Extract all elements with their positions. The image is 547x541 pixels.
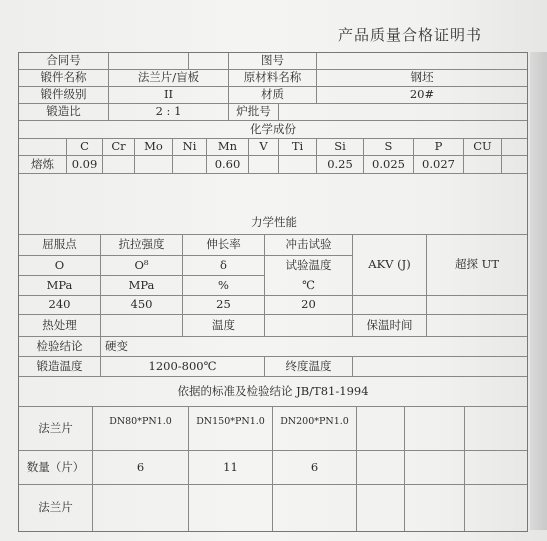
forging-name-value: 法兰片/盲板 <box>109 70 229 87</box>
chem-value-s: 0.025 <box>364 156 414 174</box>
akv-value <box>353 296 427 315</box>
elong-label: 伸长率 <box>183 234 265 256</box>
chem-header-ti: Ti <box>279 139 317 156</box>
forge-temp-value: 1200-800℃ <box>101 357 265 377</box>
hold-time-value <box>427 315 527 337</box>
document-title: 产品质量合格证明书 <box>338 26 483 44</box>
qty-2: 11 <box>189 451 273 485</box>
chem-header-cu: CU <box>464 139 502 156</box>
hold-time-label: 保温时间 <box>353 315 427 337</box>
elong-value: 25 <box>183 296 265 315</box>
flange2-1 <box>93 485 189 531</box>
flange2-3 <box>273 485 357 531</box>
chem-value-ti <box>279 156 317 174</box>
elong-symbol: δ <box>183 256 265 276</box>
drawing-no-value <box>317 53 527 70</box>
tensile-value: 450 <box>101 296 183 315</box>
temp-unit: ℃ <box>302 277 315 292</box>
raw-material-value: 钢坯 <box>317 70 527 87</box>
heat-no-value <box>279 104 527 121</box>
chem-value-c: 0.09 <box>67 156 103 174</box>
spec-title: 依据的标准及检验结论 JB/T81-1994 <box>19 377 527 407</box>
temp-label: 温度 <box>183 315 265 337</box>
flange2-6 <box>465 485 527 531</box>
tensile-label: 抗拉强度 <box>101 234 183 256</box>
final-temp-label: 终度温度 <box>265 357 353 377</box>
chem-value-extra <box>502 156 527 174</box>
chem-value-mn: 0.60 <box>207 156 249 174</box>
qty-1: 6 <box>93 451 189 485</box>
contract-no-value <box>109 53 189 70</box>
forge-temp-label: 锻造温度 <box>19 357 101 377</box>
flange2-2 <box>189 485 273 531</box>
akv-label: AKV (J) <box>353 234 427 296</box>
flange2-5 <box>405 485 465 531</box>
final-temp-value <box>353 357 527 377</box>
chem-value-p: 0.027 <box>414 156 464 174</box>
chem-value-si: 0.25 <box>317 156 364 174</box>
tensile-symbol: O⁸ <box>101 256 183 276</box>
yield-value: 240 <box>19 296 101 315</box>
inspect-label: 检验结论 <box>19 337 101 357</box>
inspect-value: 硬变 <box>101 337 527 357</box>
chem-header-ni: Ni <box>173 139 207 156</box>
forging-ratio-value: 2 : 1 <box>109 104 229 121</box>
material-value: 20# <box>317 87 527 104</box>
chem-header-v: V <box>249 139 279 156</box>
elong-unit: % <box>183 276 265 296</box>
chem-value-cr <box>103 156 135 174</box>
forging-grade-label: 锻件级别 <box>19 87 109 104</box>
flange-size-4 <box>357 407 405 451</box>
chem-header-c: C <box>67 139 103 156</box>
ut-label: 超探 UT <box>427 234 527 296</box>
test-temp-label: 试验温度 <box>285 258 332 272</box>
flange-size-3: DN200*PN1.0 <box>273 407 357 451</box>
temp-field <box>265 315 353 337</box>
chem-header-s: S <box>364 139 414 156</box>
yield-label: 屈服点 <box>19 234 101 256</box>
qty-6 <box>465 451 527 485</box>
qty-4 <box>357 451 405 485</box>
chem-value-v <box>249 156 279 174</box>
qty-5 <box>405 451 465 485</box>
flange-label-2: 法兰片 <box>19 485 93 531</box>
certificate-table <box>18 52 528 532</box>
temp-value: 20 <box>265 296 353 315</box>
flange-label: 法兰片 <box>19 407 93 451</box>
drawing-no-label: 图号 <box>229 53 317 70</box>
heat-treat-value <box>101 315 183 337</box>
chem-value-cu <box>464 156 502 174</box>
chem-header-cr: Cr <box>103 139 135 156</box>
flange-size-5 <box>405 407 465 451</box>
heat-treat-label: 热处理 <box>19 315 101 337</box>
ut-value <box>427 296 527 315</box>
chem-row-label: 熔炼 <box>19 156 67 174</box>
qty-3: 6 <box>273 451 357 485</box>
chem-header-blank <box>19 139 67 156</box>
flange-size-2: DN150*PN1.0 <box>189 407 273 451</box>
contract-no-value-2 <box>189 53 229 70</box>
chem-value-mo <box>135 156 173 174</box>
chem-header-extra <box>502 139 527 156</box>
tensile-unit: MPa <box>101 276 183 296</box>
flange-size-1: DN80*PN1.0 <box>93 407 189 451</box>
impact-label: 冲击试验 <box>265 234 353 256</box>
chem-header-mn: Mn <box>207 139 249 156</box>
chem-value-ni <box>173 156 207 174</box>
yield-unit: MPa <box>19 276 101 296</box>
forging-name-label: 锻件名称 <box>19 70 109 87</box>
chem-header-p: P <box>414 139 464 156</box>
qty-label: 数量（片） <box>19 451 93 485</box>
chem-header-si: Si <box>317 139 364 156</box>
contract-no-label: 合同号 <box>19 53 109 70</box>
forging-grade-value: II <box>109 87 229 104</box>
mech-title: 力学性能 <box>251 215 297 229</box>
chem-header-mo: Mo <box>135 139 173 156</box>
page-edge-shadow <box>530 52 547 530</box>
heat-no-label: 炉批号 <box>229 104 279 121</box>
flange-size-6 <box>465 407 527 451</box>
chem-title: 化学成份 <box>19 121 527 139</box>
yield-symbol: O <box>19 256 101 276</box>
test-temp-cell <box>265 256 353 296</box>
forging-ratio-label: 锻造比 <box>19 104 109 121</box>
flange2-4 <box>357 485 405 531</box>
raw-material-label: 原材料名称 <box>229 70 317 87</box>
material-label: 材质 <box>229 87 317 104</box>
